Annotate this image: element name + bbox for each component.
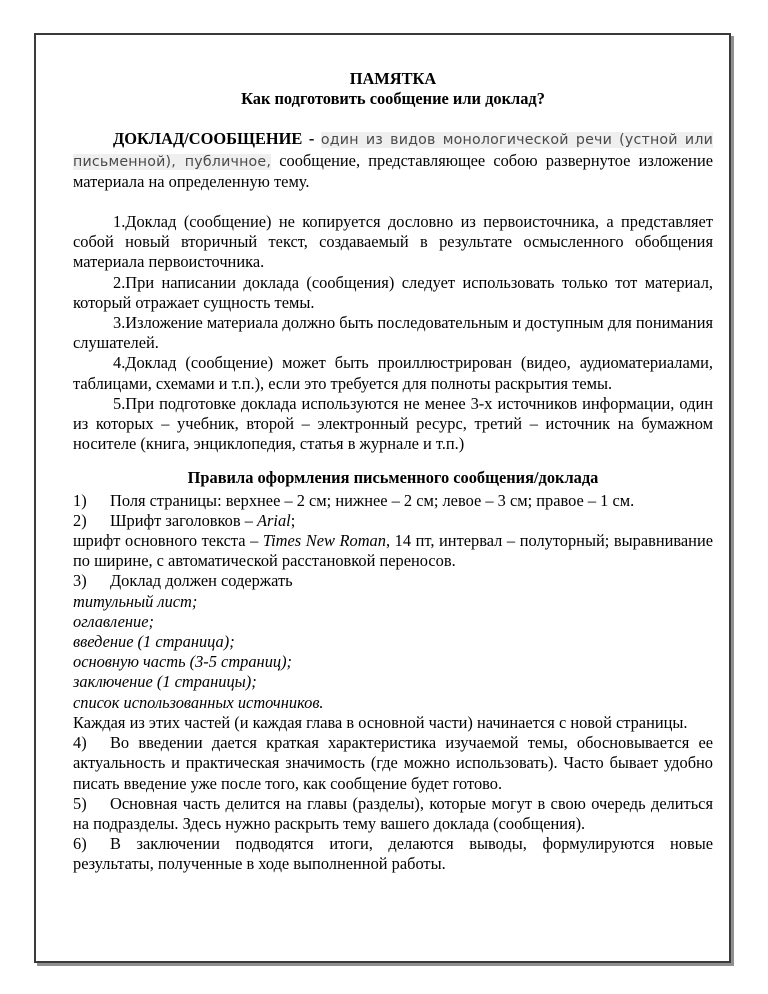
list-item-text: Доклад должен содержать	[110, 571, 293, 591]
list-item-number: 4)	[73, 733, 87, 753]
required-part-toc: оглавление;	[73, 611, 154, 631]
list-item-text: Основная часть делится на главы (разделы), которые могут в свою очередь делиться на подразделы. Здесь нужно раскрыть тему вашего доклада (сообщения).	[73, 793, 713, 833]
required-part-main: основную часть (3-5 страниц);	[73, 652, 293, 672]
required-part-introduction: введение (1 страница);	[73, 632, 235, 652]
list-item-contents	[73, 571, 713, 591]
main-font-name: Times New Roman	[262, 531, 386, 551]
list-item-number: 2)	[73, 510, 87, 530]
required-part-sources: список использованных источников.	[73, 692, 324, 712]
list-item-number: 5)	[73, 793, 87, 813]
list-item-text: Поля страницы: верхнее – 2 см; нижнее – 2 см; левое – 3 см; правое – 1 см.	[110, 490, 635, 510]
definition-highlighted-text: один из видов монологической речи (устной или письменной), публичное,	[73, 132, 714, 170]
parts-note: Каждая из этих частей (и каждая глава в основной части) начинается с новой страницы.	[73, 712, 688, 732]
document-page	[34, 33, 731, 963]
list-item-text: Шрифт заголовков –	[110, 510, 257, 530]
rule-paragraph-2: 2.При написании доклада (сообщения) следует использовать только тот материал, который отражает сущность темы.	[73, 272, 713, 312]
list-item-main-part	[73, 794, 713, 834]
formatting-rules-heading: Правила оформления письменного сообщения/доклада	[187, 468, 599, 488]
list-item-margins	[73, 491, 713, 511]
list-item-text-suffix: ;	[290, 510, 296, 530]
main-font-prefix: шрифт основного текста –	[73, 531, 263, 551]
document-subtitle: Как подготовить сообщение или доклад?	[241, 89, 545, 109]
list-item-number: 3)	[73, 571, 87, 591]
document-content	[73, 69, 713, 875]
list-item-conclusion	[73, 834, 713, 874]
rule-paragraph-5: 5.При подготовке доклада используются не менее 3-х источников информации, один из которых – учебник, второй – электронный ресурс, третий – источник на бумажном носителе (книга, энциклопедия, статья в журнале и т.п.)	[73, 393, 713, 454]
list-item-number: 6)	[73, 834, 87, 854]
list-item-heading-font	[73, 511, 713, 531]
list-item-introduction	[73, 733, 713, 794]
definition-term: ДОКЛАД/СООБЩЕНИЕ -	[113, 129, 321, 149]
rule-paragraph-3: 3.Изложение материала должно быть последовательным и доступным для понимания слушателей.	[73, 313, 714, 353]
main-font-suffix: , 14 пт, интервал – полуторный; выравнивание по ширине, с автоматической расстановкой переносов.	[73, 531, 713, 571]
definition-rest: сообщение, представляющее собою развернутое изложение материала на определенную тему.	[73, 150, 713, 191]
heading-font-name: Arial	[257, 510, 291, 530]
document-title: ПАМЯТКА	[349, 69, 437, 88]
list-item-text: Во введении дается краткая характеристика изучаемой темы, обосновывается ее актуальность и практическая значимость (где можно использовать). Часто бывает удобно писать введение уже после того, как сообщение будет готово.	[73, 733, 713, 793]
rule-paragraph-4: 4.Доклад (сообщение) может быть проиллюстрирован (видео, аудиоматериалами, таблицами, схемами и т.п.), если это требуется для полноты раскрытия темы.	[73, 353, 713, 393]
rule-paragraph-1: 1.Доклад (сообщение) не копируется дословно из первоисточника, а представляет собой новый вторичный текст, создаваемый в результате осмысленного обобщения материала первоисточника.	[73, 212, 713, 272]
main-font-line	[73, 531, 713, 571]
list-item-text: В заключении подводятся итоги, делаются выводы, формулируются новые результаты, полученные в ходе выполненной работы.	[73, 834, 713, 874]
required-part-conclusion: заключение (1 страницы);	[73, 672, 257, 692]
list-item-number: 1)	[73, 490, 87, 510]
definition-paragraph	[73, 129, 713, 192]
required-part-title-page: титульный лист;	[73, 591, 198, 611]
